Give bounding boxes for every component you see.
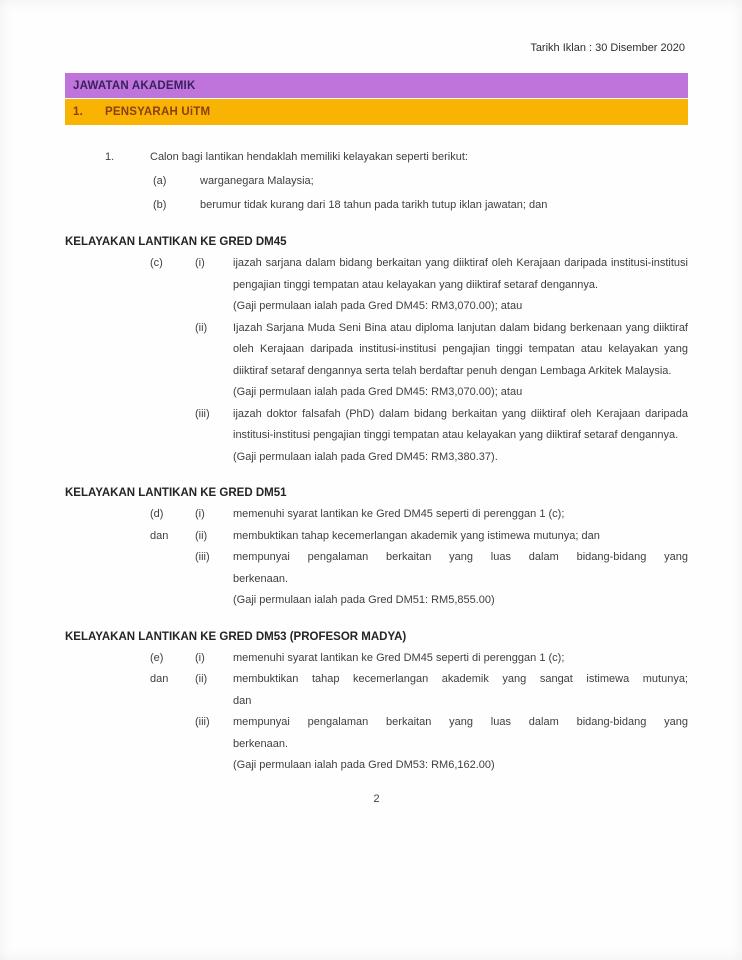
intro-item-text: Calon bagi lantikan hendaklah memiliki kelayakan seperti berikut: [150, 151, 468, 163]
position-banner-label: PENSYARAH UiTM [105, 106, 211, 118]
qualification-row [65, 712, 688, 777]
salary-note: (Gaji permulaan ialah pada Gred DM53: RM6,162.00) [233, 759, 495, 771]
row-label-connector: dan [150, 673, 169, 685]
category-banner [65, 73, 688, 98]
intro-item-number: 1. [105, 151, 115, 163]
qualification-text: Ijazah Sarjana Muda Seni Bina atau diploma lanjutan dalam bidang berkenaan yang diiktiraf oleh Kerajaan daripada institusi-institusi pengajian tinggi tempatan atau kelayakan yang diiktiraf setaraf dengannya serta telah berdaftar penuh dengan Lembaga Arkitek Malaysia. [233, 321, 688, 377]
qualification-text: mempunyai pengalaman berkaitan yang luas dalam bidang-bidang yang [233, 551, 688, 563]
row-body [233, 504, 688, 526]
row-body [233, 404, 688, 469]
qualification-row [65, 669, 688, 712]
salary-note: (Gaji permulaan ialah pada Gred DM45: RM3,380.37). [233, 450, 498, 463]
row-label-roman: (iii) [195, 407, 210, 420]
salary-note: (Gaji permulaan ialah pada Gred DM45: RM3,070.00); atau [233, 386, 523, 398]
qualification-text: membuktikan tahap kecemerlangan akademik yang istimewa mutunya; dan [233, 529, 600, 542]
row-label-letter: (c) [150, 257, 163, 269]
row-label-roman: (i) [195, 257, 205, 269]
row-label-letter [150, 547, 195, 612]
row-body [233, 253, 688, 318]
subitem-text: berumur tidak kurang dari 18 tahun pada tarikh tutup iklan jawatan; dan [200, 199, 548, 211]
qualification-text-continued: dan [233, 694, 252, 707]
position-banner [65, 99, 688, 125]
row-label-roman: (i) [195, 651, 205, 664]
advert-date: Tarikh Iklan : 30 Disember 2020 [530, 42, 685, 54]
row-body [233, 547, 688, 612]
qualification-row [65, 253, 688, 318]
section-heading: KELAYAKAN LANTIKAN KE GRED DM45 [65, 236, 287, 248]
qualification-text-continued: berkenaan. [233, 572, 289, 585]
subitem-text: warganegara Malaysia; [200, 175, 314, 187]
salary-note: (Gaji permulaan ialah pada Gred DM45: RM3,070.00); atau [233, 300, 523, 312]
subitem-label: (a) [153, 175, 167, 187]
qualification-row [65, 526, 688, 548]
row-label-roman: (i) [195, 508, 205, 520]
intro-subitem-a [65, 169, 688, 193]
row-label-roman: (ii) [195, 673, 208, 685]
qualification-text: memenuhi syarat lantikan ke Gred DM45 seperti di perenggan 1 (c); [233, 508, 565, 520]
section-dm51 [65, 482, 688, 612]
row-label-letter [150, 404, 195, 469]
qualification-text: mempunyai pengalaman berkaitan yang luas dalam bidang-bidang yang [233, 716, 688, 728]
qualification-text-continued: berkenaan. [233, 737, 289, 750]
qualification-row [65, 504, 688, 526]
row-label-roman: (iii) [195, 551, 210, 563]
row-body [233, 318, 688, 404]
qualification-row [65, 318, 688, 404]
qualification-text: ijazah sarjana dalam bidang berkaitan yang diiktiraf oleh Kerajaan daripada institusi-institusi pengajian tinggi tempatan atau kelayakan yang diiktiraf setaraf dengannya. [233, 257, 688, 291]
subitem-label: (b) [153, 199, 167, 211]
section-dm45 [65, 231, 688, 468]
section-heading: KELAYAKAN LANTIKAN KE GRED DM53 (PROFESOR MADYA) [65, 630, 407, 643]
row-body [233, 669, 688, 712]
qualification-text: ijazah doktor falsafah (PhD) dalam bidang berkaitan yang diiktiraf oleh Kerajaan daripada institusi-institusi pengajian tinggi tempatan atau kelayakan yang diiktiraf setaraf dengannya. [233, 407, 688, 441]
section-dm53 [65, 626, 688, 777]
row-label-letter [150, 318, 195, 404]
position-number: 1. [73, 106, 83, 118]
intro-item [65, 145, 688, 169]
qualification-text: membuktikan tahap kecemerlangan akademik yang sangat istimewa mutunya; [233, 673, 688, 685]
qualification-row [65, 404, 688, 469]
salary-note: (Gaji permulaan ialah pada Gred DM51: RM5,855.00) [233, 594, 495, 606]
row-label-roman: (iii) [195, 716, 210, 728]
row-label-letter: (e) [150, 651, 164, 664]
row-body [233, 648, 688, 670]
qualification-text: memenuhi syarat lantikan ke Gred DM45 seperti di perenggan 1 (c); [233, 651, 565, 664]
qualification-row [65, 648, 688, 670]
row-label-roman: (ii) [195, 321, 208, 334]
row-label-connector: dan [150, 529, 169, 542]
row-label-letter [150, 712, 195, 777]
intro-subitem-b [65, 193, 688, 217]
qualification-row [65, 547, 688, 612]
row-body [233, 712, 688, 777]
row-label-roman: (ii) [195, 529, 208, 542]
section-heading: KELAYAKAN LANTIKAN KE GRED DM51 [65, 487, 287, 499]
document-body [65, 145, 688, 805]
row-label-letter: (d) [150, 508, 164, 520]
category-banner-label: JAWATAN AKADEMIK [73, 79, 196, 92]
row-body [233, 526, 688, 548]
page-number: 2 [373, 792, 380, 805]
